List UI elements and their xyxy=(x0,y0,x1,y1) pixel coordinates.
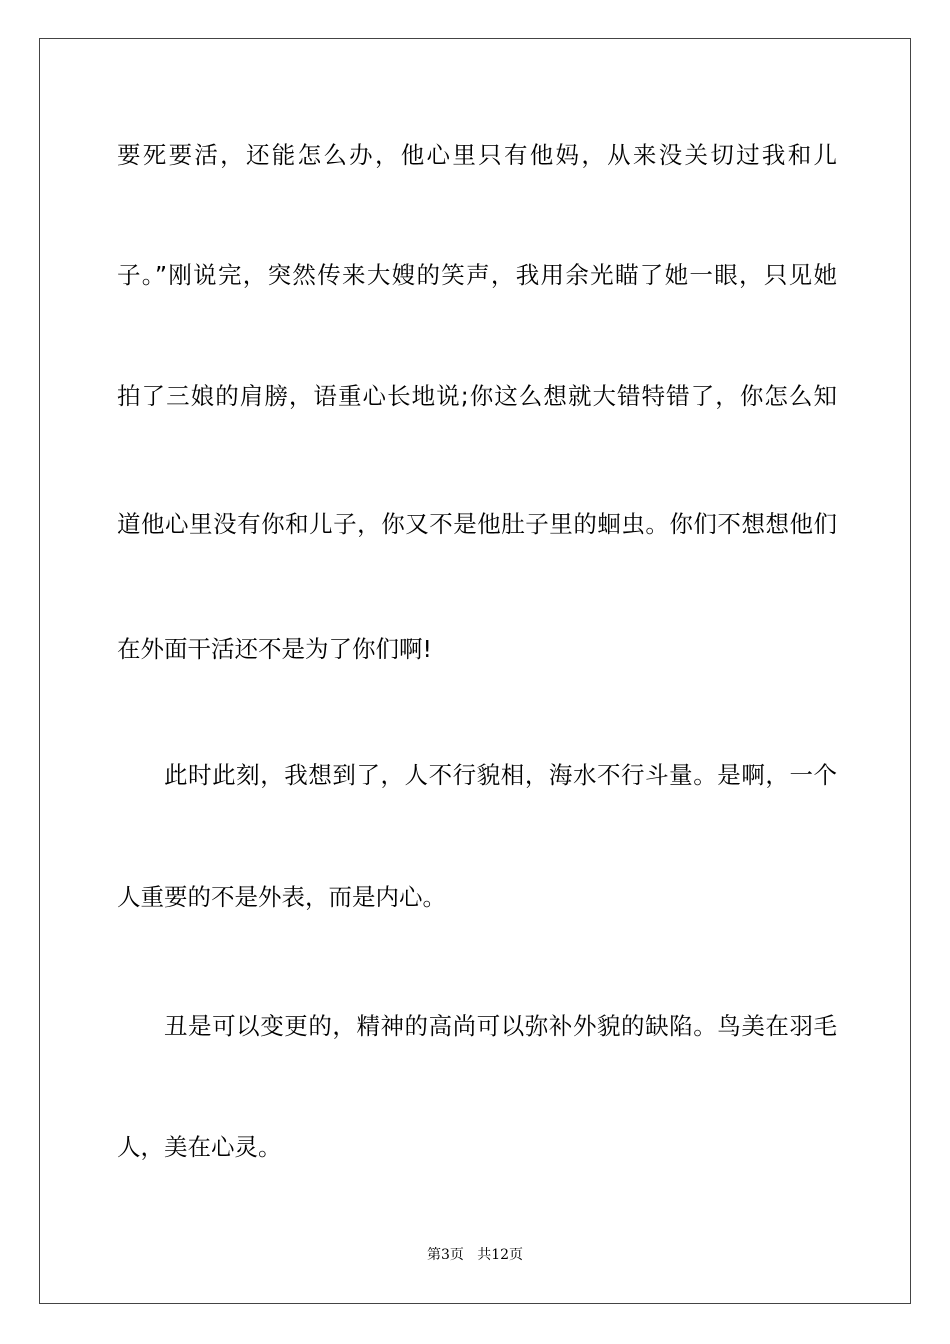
text-line-8: 丑是可以变更的，精神的高尚可以弥补外貌的缺陷。鸟美在羽毛 xyxy=(164,1012,837,1040)
text-line-3: 拍了三娘的肩膀，语重心长地说;你这么想就大错特错了，你怎么知 xyxy=(117,382,837,410)
text-line-7: 人重要的不是外表，而是内心。 xyxy=(117,883,446,911)
text-line-6: 此时此刻，我想到了，人不行貌相，海水不行斗量。是啊，一个 xyxy=(164,761,837,789)
text-line-4: 道他心里没有你和儿子，你又不是他肚子里的蛔虫。你们不想想他们 xyxy=(117,510,837,538)
text-line-5: 在外面干活还不是为了你们啊! xyxy=(117,635,432,663)
text-line-9: 人，美在心灵。 xyxy=(117,1133,282,1161)
page-number: 第3页 共12页 xyxy=(426,1247,524,1263)
page-border xyxy=(39,38,911,1304)
text-line-1: 要死要活，还能怎么办，他心里只有他妈，从来没关切过我和儿 xyxy=(117,141,837,169)
text-line-2: 子。”刚说完，突然传来大嫂的笑声，我用余光瞄了她一眼，只见她 xyxy=(117,261,837,289)
